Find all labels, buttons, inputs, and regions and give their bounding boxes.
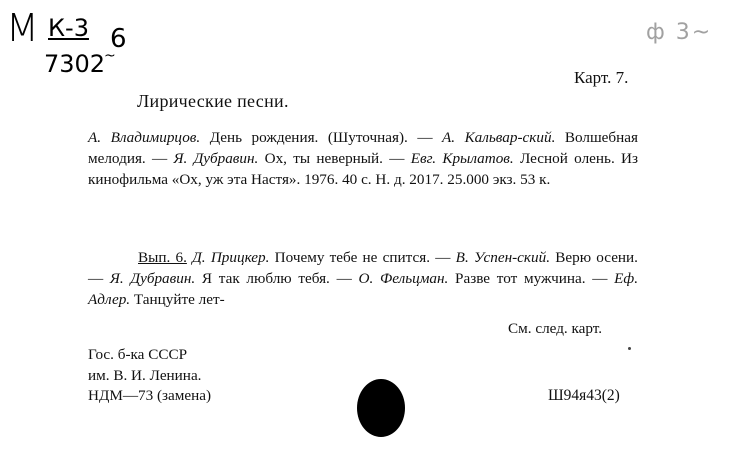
- see-next-card: См. след. карт.: [508, 320, 603, 337]
- library-line: Гос. б-ка СССР: [88, 346, 188, 363]
- classification-code: Ш94я43(2): [548, 387, 620, 404]
- author-name: Евг. Крылатов.: [410, 149, 514, 167]
- issue-number: Вып. 6.: [138, 249, 187, 266]
- handwritten-number-6: 6: [110, 24, 127, 54]
- card-number: Карт. 7.: [574, 68, 629, 87]
- handwritten-shelf-mark: К-3: [48, 14, 89, 42]
- library-line: НДМ—73 (замена): [88, 387, 212, 405]
- author-name: Еф. Адлер.: [88, 269, 639, 308]
- ink-dot: [628, 347, 631, 350]
- song-title: Я так люблю тебя. —: [195, 269, 359, 287]
- handwritten-mark: ~: [104, 48, 116, 64]
- handwritten-letter-m: М: [6, 6, 38, 50]
- author-name: Я. Дубравин.: [173, 149, 259, 167]
- entry-paragraph-2: [88, 248, 638, 310]
- song-title: Разве тот мужчина. —: [448, 269, 615, 287]
- song-title: Танцуйте лет-: [130, 290, 225, 308]
- author-name: Д. Прицкер.: [186, 249, 270, 266]
- card-heading: Лирические песни.: [137, 91, 289, 111]
- library-stamp: [88, 345, 211, 407]
- handwritten-inventory-number: 7302: [44, 50, 106, 78]
- author-name: Я. Дубравин.: [109, 269, 196, 287]
- song-title-and-imprint: Лесной олень. Из кинофильма «Ох, уж эта Настя». 1976. 40 с. Н. д. 2017. 25.000 экз. 53 к.: [88, 149, 639, 188]
- handwritten-corner-note: ф 3~: [646, 20, 713, 45]
- entry-paragraph-1: [88, 128, 638, 190]
- author-name: О. Фельцман.: [358, 269, 449, 287]
- punch-hole: [357, 379, 405, 437]
- song-title: День рождения. (Шуточная). —: [200, 129, 443, 146]
- song-title: Ох, ты неверный. —: [258, 149, 411, 167]
- song-title: Волшебная мелодия. —: [88, 129, 639, 167]
- author-name: А. Кальвар-ский.: [442, 129, 556, 146]
- author-name: А. Владимирцов.: [88, 129, 201, 146]
- library-line: им. В. И. Ленина.: [88, 366, 202, 384]
- song-title: Верю осени. —: [88, 249, 638, 287]
- author-name: В. Успен-ский.: [455, 249, 550, 266]
- song-title: Почему тебе не спится. —: [269, 249, 456, 266]
